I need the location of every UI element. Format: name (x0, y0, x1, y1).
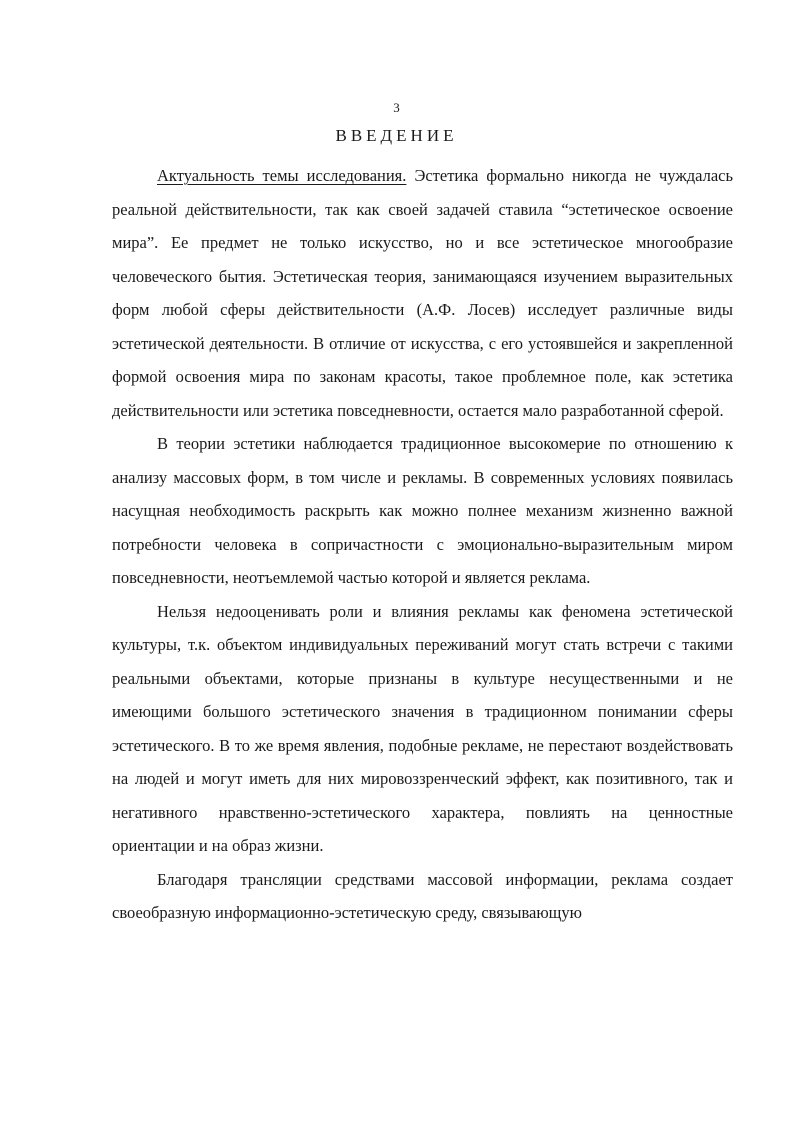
paragraph-relevance (112, 159, 733, 427)
page-number: 3 (393, 100, 400, 115)
paragraph-media: Благодаря трансляции средствами массовой информации, реклама создает своеобразную информационно-эстетическую среду, связывающую (112, 869, 733, 922)
document-body (112, 159, 733, 930)
paragraph-text: Эстетика формально никогда не чуждалась реальной действительности, так как своей задачей ставила “эстетическое освоение мира”. Ее предмет не только искусство, но и все эстетическое многообразие человеческого бытия. Эстетическая теория, занимающаяся изучением выразительных форм любой сферы действительности (А.Ф. Лосев) исследует различные виды эстетической деятельности. В отличие от искусства, с его устоявшейся и закрепленной формой освоения мира по законам красоты, такое проблемное поле, как эстетика действительности или эстетика повседневности, остается мало разработанной сферой. (112, 166, 733, 420)
relevance-heading: Актуальность темы исследования. (157, 166, 407, 185)
page-title: ВВЕДЕНИЕ (335, 126, 458, 145)
paragraph-influence: Нельзя недооценивать роли и влияния рекламы как феномена эстетической культуры, т.к. объектом индивидуальных переживаний могут стать встречи с такими реальными объектами, которые признаны в культуре несущественными и не имеющими большого эстетического значения в традиционном понимании сферы эстетического. В то же время явления, подобные рекламе, не перестают воздействовать на людей и могут иметь для них мировоззренческий эффект, как позитивного, так и негативного нравственно-эстетического характера, повлиять на ценностные ориентации и на образ жизни. (112, 601, 733, 855)
paragraph-theory: В теории эстетики наблюдается традиционное высокомерие по отношению к анализу массовых форм, в том числе и рекламы. В современных условиях появилась насущная необходимость раскрыть как можно полнее механизм жизненно важной потребности человека в сопричастности с эмоционально-выразительным миром повседневности, неотъемлемой частью которой и является реклама. (112, 434, 733, 587)
